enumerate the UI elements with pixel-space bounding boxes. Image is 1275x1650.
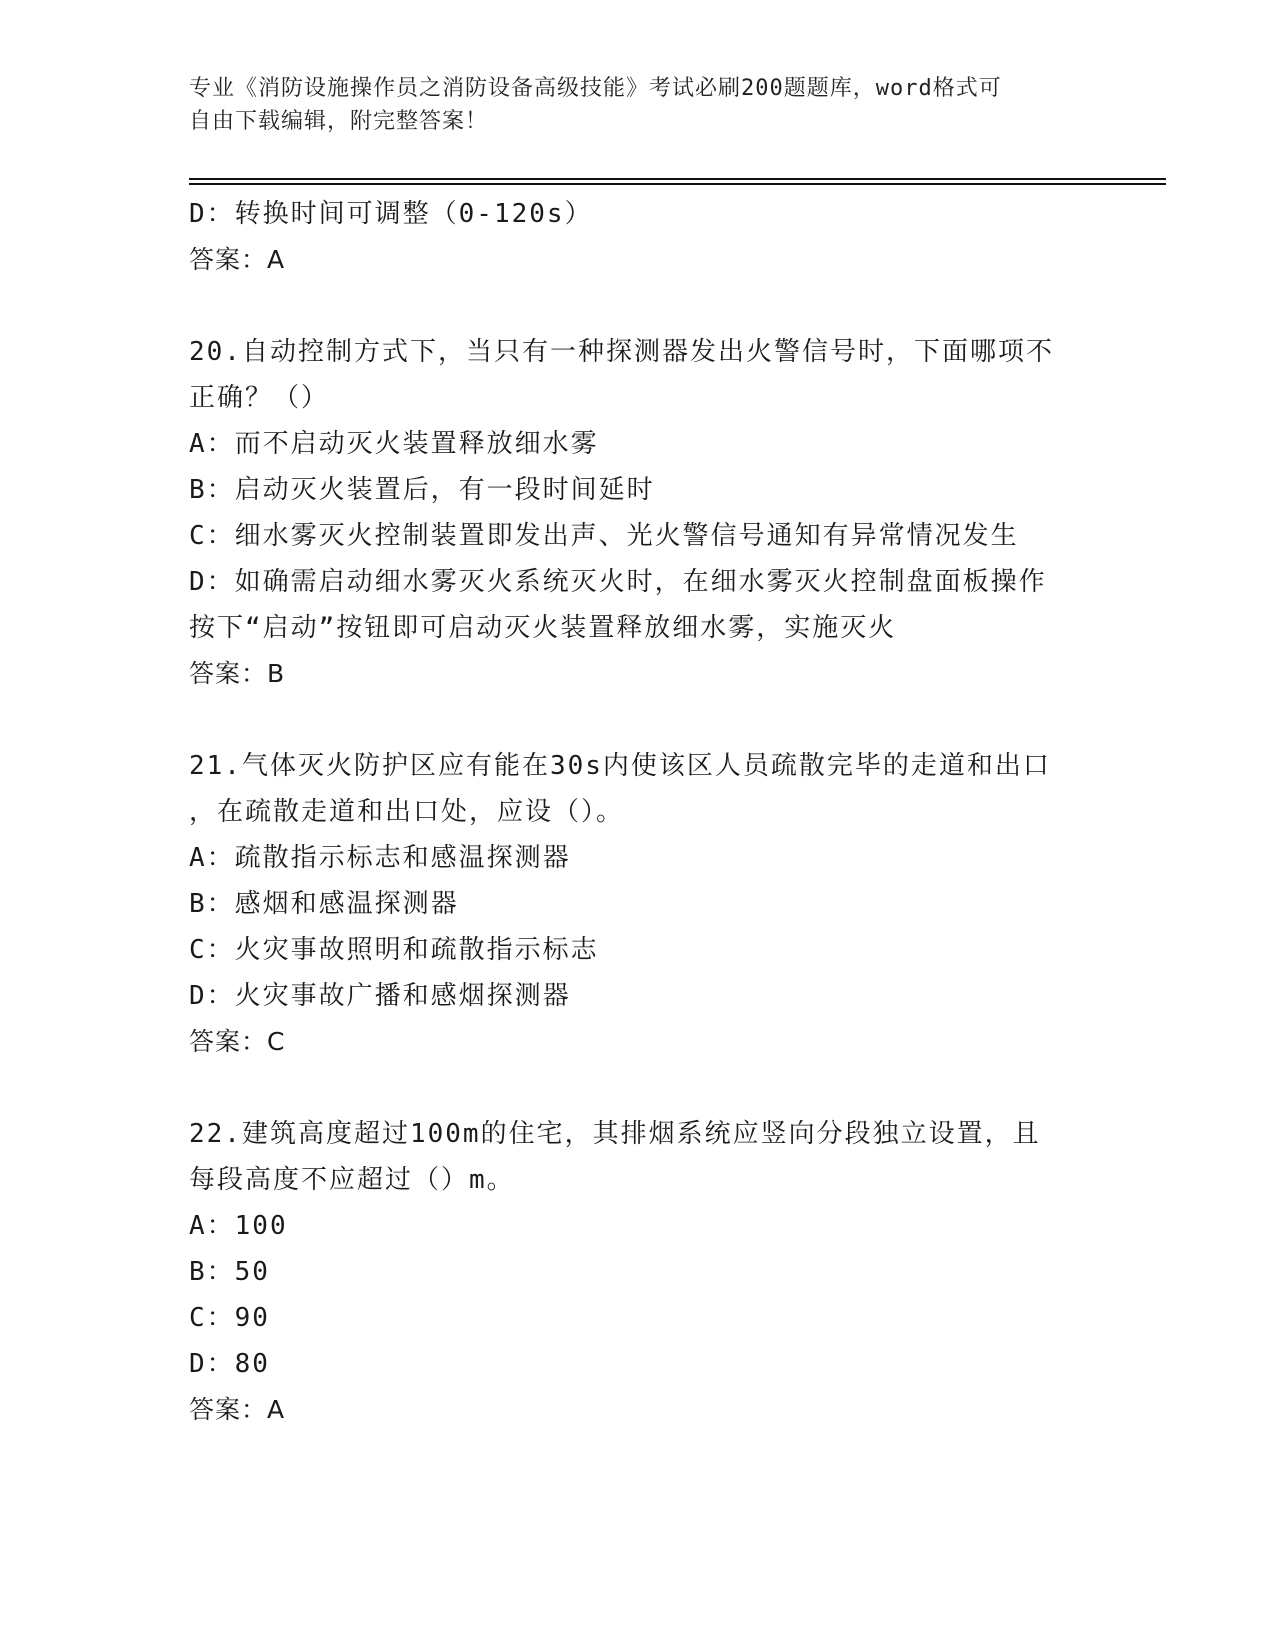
option-b: B：感烟和感温探测器: [189, 889, 459, 919]
answer-line: 答案：A: [189, 245, 286, 274]
option-d: D：80: [189, 1349, 270, 1379]
option-d: D：转换时间可调整（0-120s）: [189, 199, 593, 229]
question-stem: 22.建筑高度超过100m的住宅，其排烟系统应竖向分段独立设置，且: [189, 1119, 1041, 1149]
answer-line: 答案：B: [189, 659, 286, 688]
header-title-line-1: 专业《消防设施操作员之消防设备高级技能》考试必刷200题题库，word格式可: [189, 76, 1002, 101]
question-20: [189, 329, 1139, 697]
option-c: C：90: [189, 1303, 270, 1333]
option-c: C：细水雾灭火控制装置即发出声、光火警信号通知有异常情况发生: [189, 521, 1019, 551]
answer-line: 答案：A: [189, 1395, 286, 1424]
option-d: D：火灾事故广播和感烟探测器: [189, 981, 571, 1011]
header-title-line-2: 自由下载编辑，附完整答案！: [189, 109, 489, 134]
option-a: A：而不启动灭火装置释放细水雾: [189, 429, 599, 459]
document-header: [189, 72, 1089, 138]
option-d-continued: 按下“启动”按钮即可启动灭火装置释放细水雾，实施灭火: [189, 613, 897, 643]
spacer: [189, 283, 1139, 329]
question-stem: 20.自动控制方式下，当只有一种探测器发出火警信号时，下面哪项不: [189, 337, 1054, 367]
option-a: A：100: [189, 1211, 288, 1241]
question-stem: ，在疏散走道和出口处，应设（）。: [189, 797, 625, 827]
option-a: A：疏散指示标志和感温探测器: [189, 843, 571, 873]
header-divider-top: [189, 178, 1166, 180]
option-d: D：如确需启动细水雾灭火系统灭火时，在细水雾灭火控制盘面板操作: [189, 567, 1047, 597]
document-body: [189, 191, 1139, 1433]
question-21: [189, 743, 1139, 1065]
header-divider-bottom: [189, 183, 1166, 185]
question-stem: 正确？（）: [189, 383, 330, 413]
spacer: [189, 697, 1139, 743]
option-b: B：启动灭火装置后，有一段时间延时: [189, 475, 655, 505]
question-stem: 21.气体灭火防护区应有能在30s内使该区人员疏散完毕的走道和出口: [189, 751, 1051, 781]
spacer: [189, 1065, 1139, 1111]
question-stem: 每段高度不应超过（）m。: [189, 1165, 515, 1195]
question-22: [189, 1111, 1139, 1433]
option-c: C：火灾事故照明和疏散指示标志: [189, 935, 599, 965]
answer-line: 答案：C: [189, 1027, 286, 1056]
option-b: B：50: [189, 1257, 270, 1287]
